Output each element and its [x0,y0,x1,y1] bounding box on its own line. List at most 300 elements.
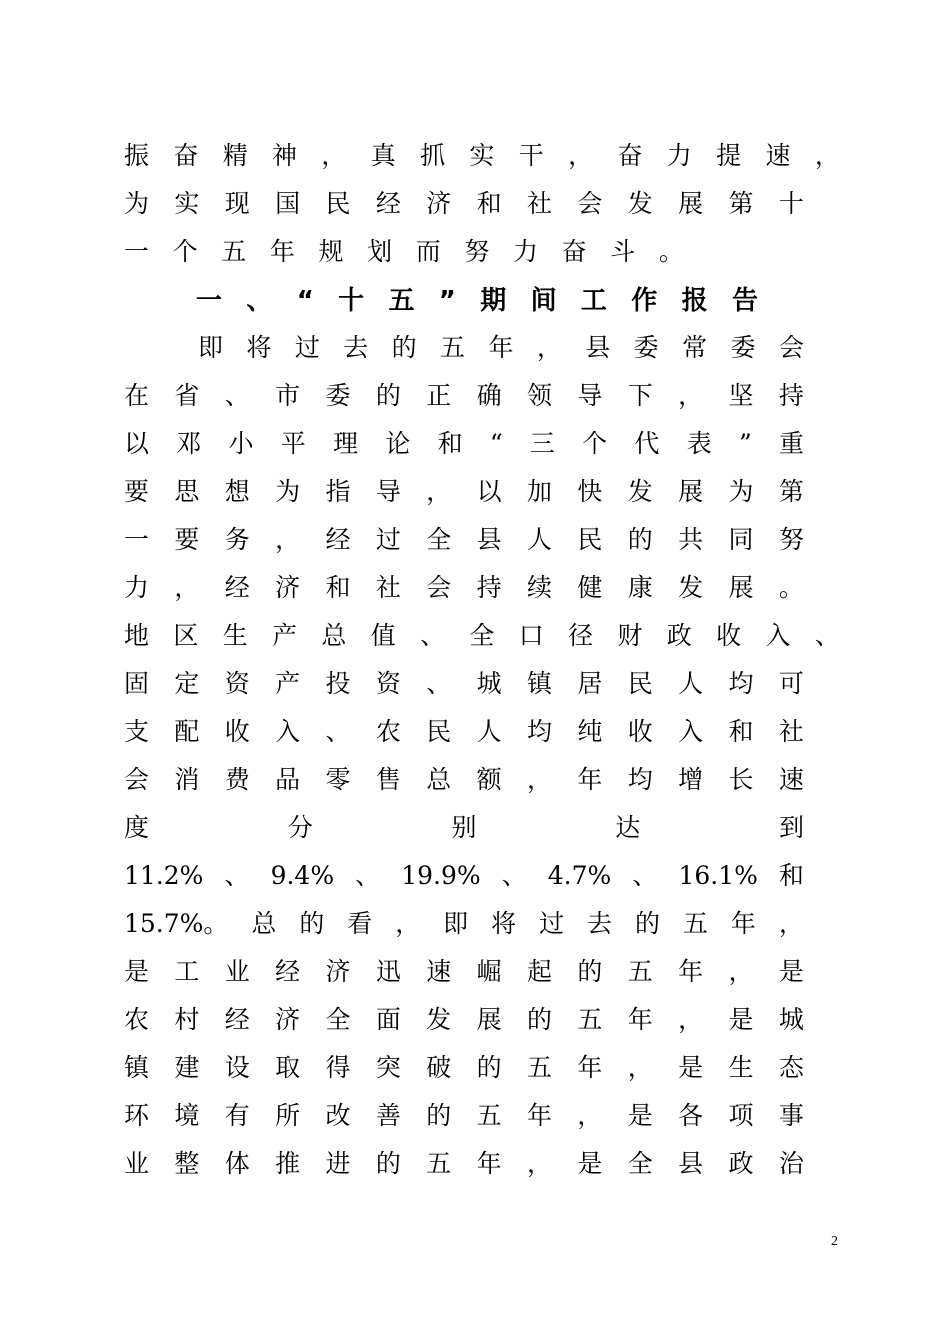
text-token: 口 [518,621,544,650]
text-token: 城 [778,1005,804,1034]
text-token: 济 [325,957,351,986]
text-token: 、 [501,861,527,890]
text-token: ， [426,477,452,506]
text-token: 资 [224,669,250,698]
text-token: 产 [272,621,298,650]
text-token: 度 [124,813,150,842]
text-token: 持 [476,573,502,602]
text-token: 到 [778,813,804,842]
text-token: 要 [124,477,150,506]
text-token: 一 [124,525,150,554]
text-token: 发 [627,477,653,506]
text-token: 业 [124,1149,150,1178]
text-token: 社 [527,189,553,218]
text-token: ， [577,1101,603,1130]
text-token: 民 [325,189,351,218]
body-line-4 [124,472,804,512]
body-line-7 [124,616,840,656]
text-token: 重 [778,429,804,458]
text-token: ， [174,573,200,602]
text-token: 是 [778,957,804,986]
text-token: 奋 [561,237,587,266]
text-token: 的 [476,1053,502,1082]
text-token: 资 [375,669,401,698]
body-line-2 [124,376,804,416]
text-token: 发 [678,573,704,602]
text-token: 推 [275,1149,301,1178]
text-token: ， [527,1149,553,1178]
text-token: 坚 [728,381,754,410]
text-token: 区 [173,621,199,650]
text-token: 分 [287,813,313,842]
text-token: 神 [272,141,298,170]
text-token: 以 [124,429,150,458]
text-token: 年 [476,1149,502,1178]
text-token: 一 [196,286,223,316]
text-token: ， [728,957,754,986]
text-token: 济 [275,573,301,602]
text-token: 额 [476,765,502,794]
text-token: ， [275,525,301,554]
text-token: 三 [529,429,555,458]
text-token: 总 [321,621,347,650]
text-token: 五 [476,1101,502,1130]
text-token: 进 [325,1149,351,1178]
text-token: 确 [476,381,502,410]
text-token: 经 [224,1005,250,1034]
text-token: ， [627,1053,653,1082]
text-token: 间 [530,286,557,316]
text-token: 作 [631,286,658,316]
text-token: 五 [527,1053,553,1082]
text-token: 指 [325,477,351,506]
text-token: 快 [577,477,603,506]
text-token: 迅 [375,957,401,986]
text-token: 会 [577,189,603,218]
text-token: ， [536,333,562,362]
text-token: 起 [527,957,553,986]
text-token: 在 [124,381,150,410]
text-token: 的 [627,525,653,554]
text-token: 值 [370,621,396,650]
body-line-1 [198,328,804,368]
text-token: 可 [778,669,804,698]
text-token: 镇 [124,1053,150,1082]
text-token: 镇 [527,669,553,698]
text-token: 年 [269,237,295,266]
text-token: 投 [325,669,351,698]
body-line-6 [124,568,804,608]
text-token: 提 [716,141,742,170]
text-token: 16.1% [678,861,758,890]
text-token: 、 [224,381,250,410]
text-token: 展 [678,189,704,218]
page-number: 2 [831,1234,838,1249]
text-token: 事 [778,1101,804,1130]
text-token: 论 [385,429,411,458]
text-token: 、 [632,861,658,890]
body-line-14 [124,952,804,992]
text-token: 务 [224,525,250,554]
text-token: 代 [634,429,660,458]
text-token: 工 [580,286,607,316]
text-token: 面 [375,1005,401,1034]
intro-line-3 [124,232,684,272]
text-token: ， [678,1005,704,1034]
text-token: 民 [426,717,452,746]
text-token: 将 [491,909,517,938]
text-token: 人 [678,669,704,698]
text-token: 表 [686,429,712,458]
text-token: 居 [577,669,603,698]
text-token: 实 [174,189,200,218]
text-token: 建 [174,1053,200,1082]
text-token: 领 [527,381,553,410]
text-token: 现 [224,189,250,218]
text-token: 15.7%。 [124,909,229,938]
text-token: ” [738,429,752,458]
text-token: 五 [426,1149,452,1178]
text-token: 的 [426,1101,452,1130]
text-token: 共 [678,525,704,554]
text-token: 济 [426,189,452,218]
text-token: 体 [224,1149,250,1178]
text-token: 一 [124,237,150,266]
text-token: 业 [224,957,250,986]
body-line-9 [124,712,804,752]
text-token: 委 [730,333,756,362]
text-token: 收 [716,621,742,650]
text-token: 售 [375,765,401,794]
text-token: 五 [221,237,247,266]
text-token: 展 [678,477,704,506]
text-token: 国 [275,189,301,218]
text-token: 健 [577,573,603,602]
text-token: 和 [437,429,463,458]
text-token: 城 [476,669,502,698]
text-token: 济 [275,1005,301,1034]
text-token: 破 [426,1053,452,1082]
text-token: 长 [728,765,754,794]
body-line-8 [124,664,804,704]
text-token: 、 [246,286,273,316]
text-token: 的 [375,381,401,410]
text-token: 实 [469,141,495,170]
text-token: 去 [587,909,613,938]
text-token: 发 [426,1005,452,1034]
text-token: 正 [426,381,452,410]
text-token: 人 [527,525,553,554]
body-line-12 [124,856,804,896]
text-token: 小 [228,429,254,458]
text-token: 村 [174,1005,200,1034]
text-token: 财 [617,621,643,650]
text-token: 划 [367,237,393,266]
text-token: 经 [224,573,250,602]
text-token: 19.9% [401,861,481,890]
text-token: 态 [778,1053,804,1082]
text-token: 的 [634,909,660,938]
text-token: 、 [325,717,351,746]
text-token: 年 [577,765,603,794]
text-token: 续 [527,573,553,602]
text-token: 经 [325,525,351,554]
body-line-17 [124,1096,804,1136]
text-token: 和 [778,861,804,890]
text-token: 11.2% [124,861,204,890]
text-token: 县 [476,525,502,554]
text-token: 五 [627,957,653,986]
text-token: 奋 [173,141,199,170]
text-token: 五 [388,286,415,316]
intro-line-1 [124,136,840,176]
text-token: 设 [224,1053,250,1082]
text-token: 年 [730,909,756,938]
text-token: 将 [246,333,272,362]
text-token: 会 [426,573,452,602]
text-token: 思 [174,477,200,506]
text-token: 力 [513,237,539,266]
text-token: 境 [174,1101,200,1130]
text-token: 是 [678,1053,704,1082]
text-token: 政 [666,621,692,650]
text-token: 导 [375,477,401,506]
text-token: ， [778,909,804,938]
text-token: 县 [678,1149,704,1178]
text-token: 康 [627,573,653,602]
text-token: 是 [728,1005,754,1034]
text-token: 第 [778,477,804,506]
text-token: 个 [582,429,608,458]
text-token: 均 [728,669,754,698]
text-token: 均 [627,765,653,794]
text-token: 和 [728,717,754,746]
text-token: 会 [778,333,804,362]
text-token: ” [438,286,456,316]
text-token: 、 [420,621,446,650]
body-line-18 [124,1144,804,1184]
text-token: 、 [355,861,381,890]
text-token: 委 [633,333,659,362]
text-token: 平 [280,429,306,458]
text-token: 人 [476,717,502,746]
text-token: 年 [678,957,704,986]
text-token: 全 [627,1149,653,1178]
text-token: 是 [124,957,150,986]
text-token: 均 [527,717,553,746]
text-token: 市 [275,381,301,410]
text-token: 民 [627,669,653,698]
text-token: 全 [426,525,452,554]
text-token: 全 [469,621,495,650]
text-token: 的 [391,333,417,362]
text-token: 即 [443,909,469,938]
text-token: 持 [778,381,804,410]
text-token: 是 [627,1101,653,1130]
text-token: 十 [338,286,365,316]
text-token: 总 [426,765,452,794]
text-token: 振 [124,141,150,170]
text-token: 第 [728,189,754,218]
text-token: 五 [440,333,466,362]
text-token: 生 [222,621,248,650]
text-token: 改 [325,1101,351,1130]
body-line-13 [124,904,804,944]
text-token: 为 [275,477,301,506]
text-token: 和 [476,189,502,218]
text-token: 展 [476,1005,502,1034]
text-token: 精 [222,141,248,170]
text-token: 为 [124,189,150,218]
text-token: 努 [778,525,804,554]
text-token: 治 [778,1149,804,1178]
text-token: 各 [678,1101,704,1130]
text-token: 的 [375,1149,401,1178]
text-token: 而 [415,237,441,266]
text-token: 年 [577,1053,603,1082]
text-token: 民 [577,525,603,554]
text-token: 配 [174,717,200,746]
text-token: 报 [681,286,708,316]
text-token: 和 [325,573,351,602]
text-token: 的 [527,1005,553,1034]
text-token: 农 [124,1005,150,1034]
text-token: 零 [325,765,351,794]
text-token: 努 [464,237,490,266]
text-token: 要 [174,525,200,554]
text-token: 奋 [617,141,643,170]
text-token: ， [321,141,347,170]
text-token: 消 [174,765,200,794]
text-token: 整 [174,1149,200,1178]
text-token: 常 [682,333,708,362]
text-token: 加 [527,477,553,506]
text-token: 突 [375,1053,401,1082]
text-token: 支 [124,717,150,746]
text-token: 。 [778,573,804,602]
text-token: 即 [198,333,224,362]
text-token: 去 [343,333,369,362]
text-token: 有 [224,1101,250,1130]
text-token: 纯 [577,717,603,746]
text-token: 下 [627,381,653,410]
text-token: 工 [174,957,200,986]
body-line-16 [124,1048,804,1088]
text-token: 速 [426,957,452,986]
text-token: 社 [375,573,401,602]
text-token: “ [296,286,314,316]
text-token: 费 [224,765,250,794]
text-token: 告 [731,286,758,316]
text-token: ， [678,381,704,410]
text-token: 委 [325,381,351,410]
text-token: 的 [577,957,603,986]
text-token: 入 [765,621,791,650]
text-token: 政 [728,1149,754,1178]
text-token: 同 [728,525,754,554]
text-token: 生 [728,1053,754,1082]
text-token: 会 [124,765,150,794]
text-token: 定 [174,669,200,698]
text-token: 所 [275,1101,301,1130]
text-token: 抓 [420,141,446,170]
intro-line-2 [124,184,804,224]
text-token: 力 [666,141,692,170]
text-token: 速 [765,141,791,170]
text-token: 崛 [476,957,502,986]
text-token: 4.7% [547,861,612,890]
text-token: 环 [124,1101,150,1130]
text-token: 为 [728,477,754,506]
text-token: 入 [275,717,301,746]
text-token: 达 [615,813,641,842]
text-token: 善 [375,1101,401,1130]
body-line-11 [124,808,804,848]
text-token: 收 [224,717,250,746]
text-token: ， [527,765,553,794]
text-token: 看 [347,909,373,938]
text-token: 期 [480,286,507,316]
text-token: 干 [518,141,544,170]
section-heading [196,280,758,322]
text-token: 是 [577,1149,603,1178]
text-token: 增 [678,765,704,794]
text-token: 五 [682,909,708,938]
text-token: “ [489,429,503,458]
text-token: 省 [174,381,200,410]
text-token: 过 [294,333,320,362]
text-token: 收 [627,717,653,746]
text-token: 项 [728,1101,754,1130]
text-token: 年 [527,1101,553,1130]
text-token: 十 [778,189,804,218]
text-token: 别 [451,813,477,842]
text-token: 总 [251,909,277,938]
text-token: 力 [124,573,150,602]
text-token: 理 [333,429,359,458]
text-token: 邓 [176,429,202,458]
text-token: 过 [539,909,565,938]
text-token: ， [568,141,594,170]
text-token: 。 [658,237,684,266]
body-line-10 [124,760,804,800]
text-token: 经 [375,189,401,218]
text-token: 想 [224,477,250,506]
text-token: 发 [627,189,653,218]
text-token: 产 [275,669,301,698]
text-token: 、 [426,669,452,698]
text-token: 个 [172,237,198,266]
text-token: 五 [577,1005,603,1034]
text-token: 县 [585,333,611,362]
text-token: 导 [577,381,603,410]
text-token: 、 [224,861,250,890]
text-token: 全 [325,1005,351,1034]
text-token: 的 [299,909,325,938]
text-token: 固 [124,669,150,698]
text-token: ， [395,909,421,938]
text-token: 农 [375,717,401,746]
text-token: 规 [318,237,344,266]
text-token: 速 [778,765,804,794]
text-token: 斗 [610,237,636,266]
text-token: 过 [375,525,401,554]
text-token: ， [814,141,840,170]
text-token: 经 [275,957,301,986]
text-token: 展 [728,573,754,602]
text-token: 、 [814,621,840,650]
body-line-3 [124,424,804,464]
